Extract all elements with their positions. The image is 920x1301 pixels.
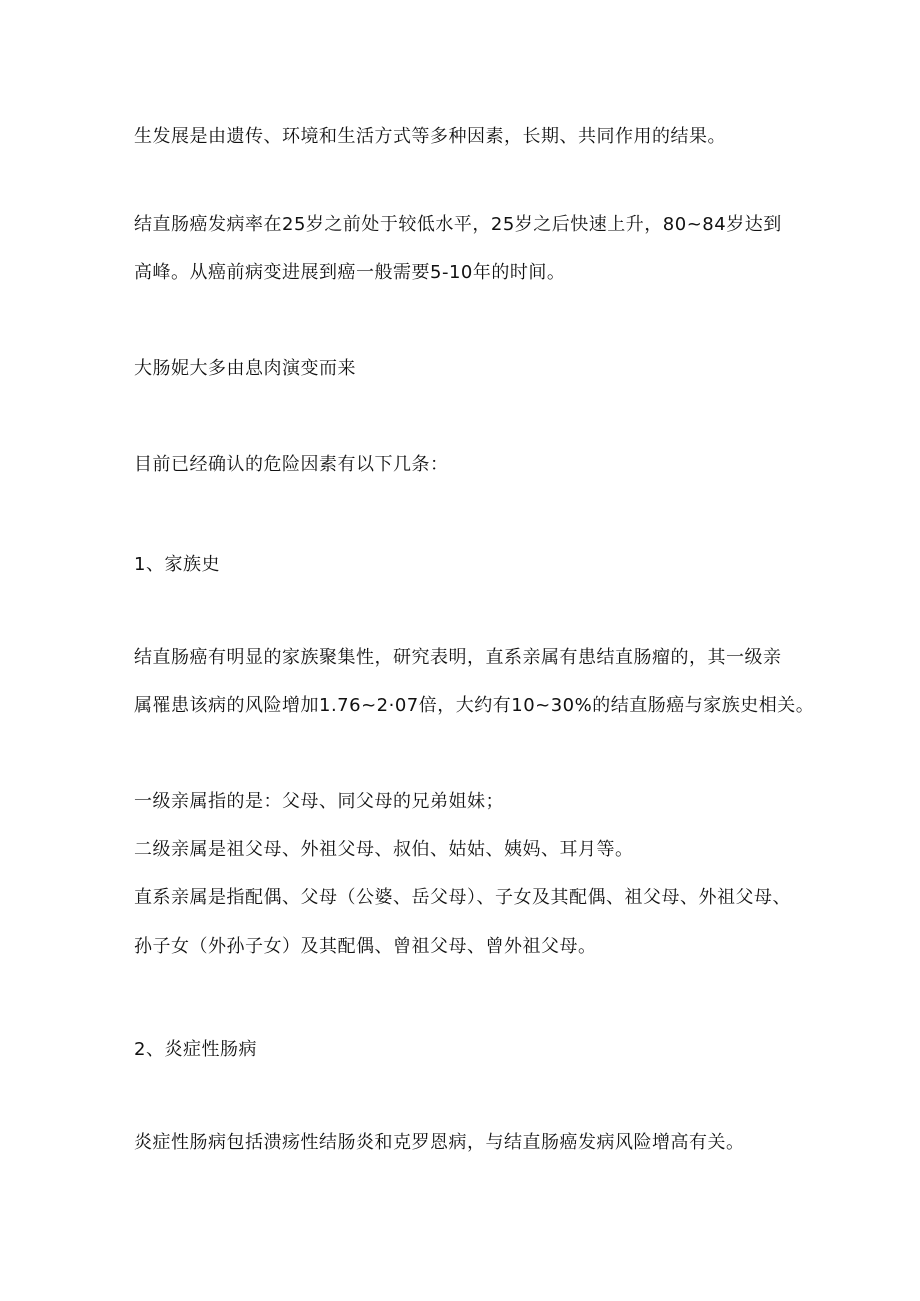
paragraph-line: 孙子女（外孙子女）及其配偶、曾祖父母、曾外祖父母。 — [134, 936, 597, 957]
paragraph-line: 直系亲属是指配偶、父母（公婆、岳父母）、子女及其配偶、祖父母、外祖父母、 — [134, 887, 791, 908]
paragraph-line: 结直肠癌发病率在25岁之前处于较低水平，25岁之后快速上升，80~84岁达到 — [134, 214, 782, 235]
section-heading: 2、炎症性肠病 — [134, 1039, 257, 1060]
paragraph-line: 属罹患该病的风险增加1.76~2·07倍，大约有10~30%的结直肠癌与家族史相关。 — [134, 695, 815, 716]
paragraph-line: 高峰。从癌前病变进展到癌一般需要5-10年的时间。 — [134, 262, 566, 283]
section-heading: 1、家族史 — [134, 554, 220, 575]
paragraph-line: 目前已经确认的危险因素有以下几条： — [134, 454, 449, 475]
section-heading: 大肠妮大多由息肉演变而来 — [134, 358, 356, 379]
paragraph-line: 二级亲属是祖父母、外祖父母、叔伯、姑姑、姨妈、耳月等。 — [134, 839, 634, 860]
paragraph-line: 结直肠癌有明显的家族聚集性，研究表明，直系亲属有患结直肠瘤的，其一级亲 — [134, 647, 782, 668]
paragraph-line: 生发展是由遗传、环境和生活方式等多种因素，长期、共同作用的结果。 — [134, 126, 726, 147]
paragraph-line: 一级亲属指的是：父母、同父母的兄弟姐妹； — [134, 791, 504, 812]
paragraph-line: 炎症性肠病包括溃疡性结肠炎和克罗恩病，与结直肠癌发病风险增高有关。 — [134, 1132, 745, 1153]
